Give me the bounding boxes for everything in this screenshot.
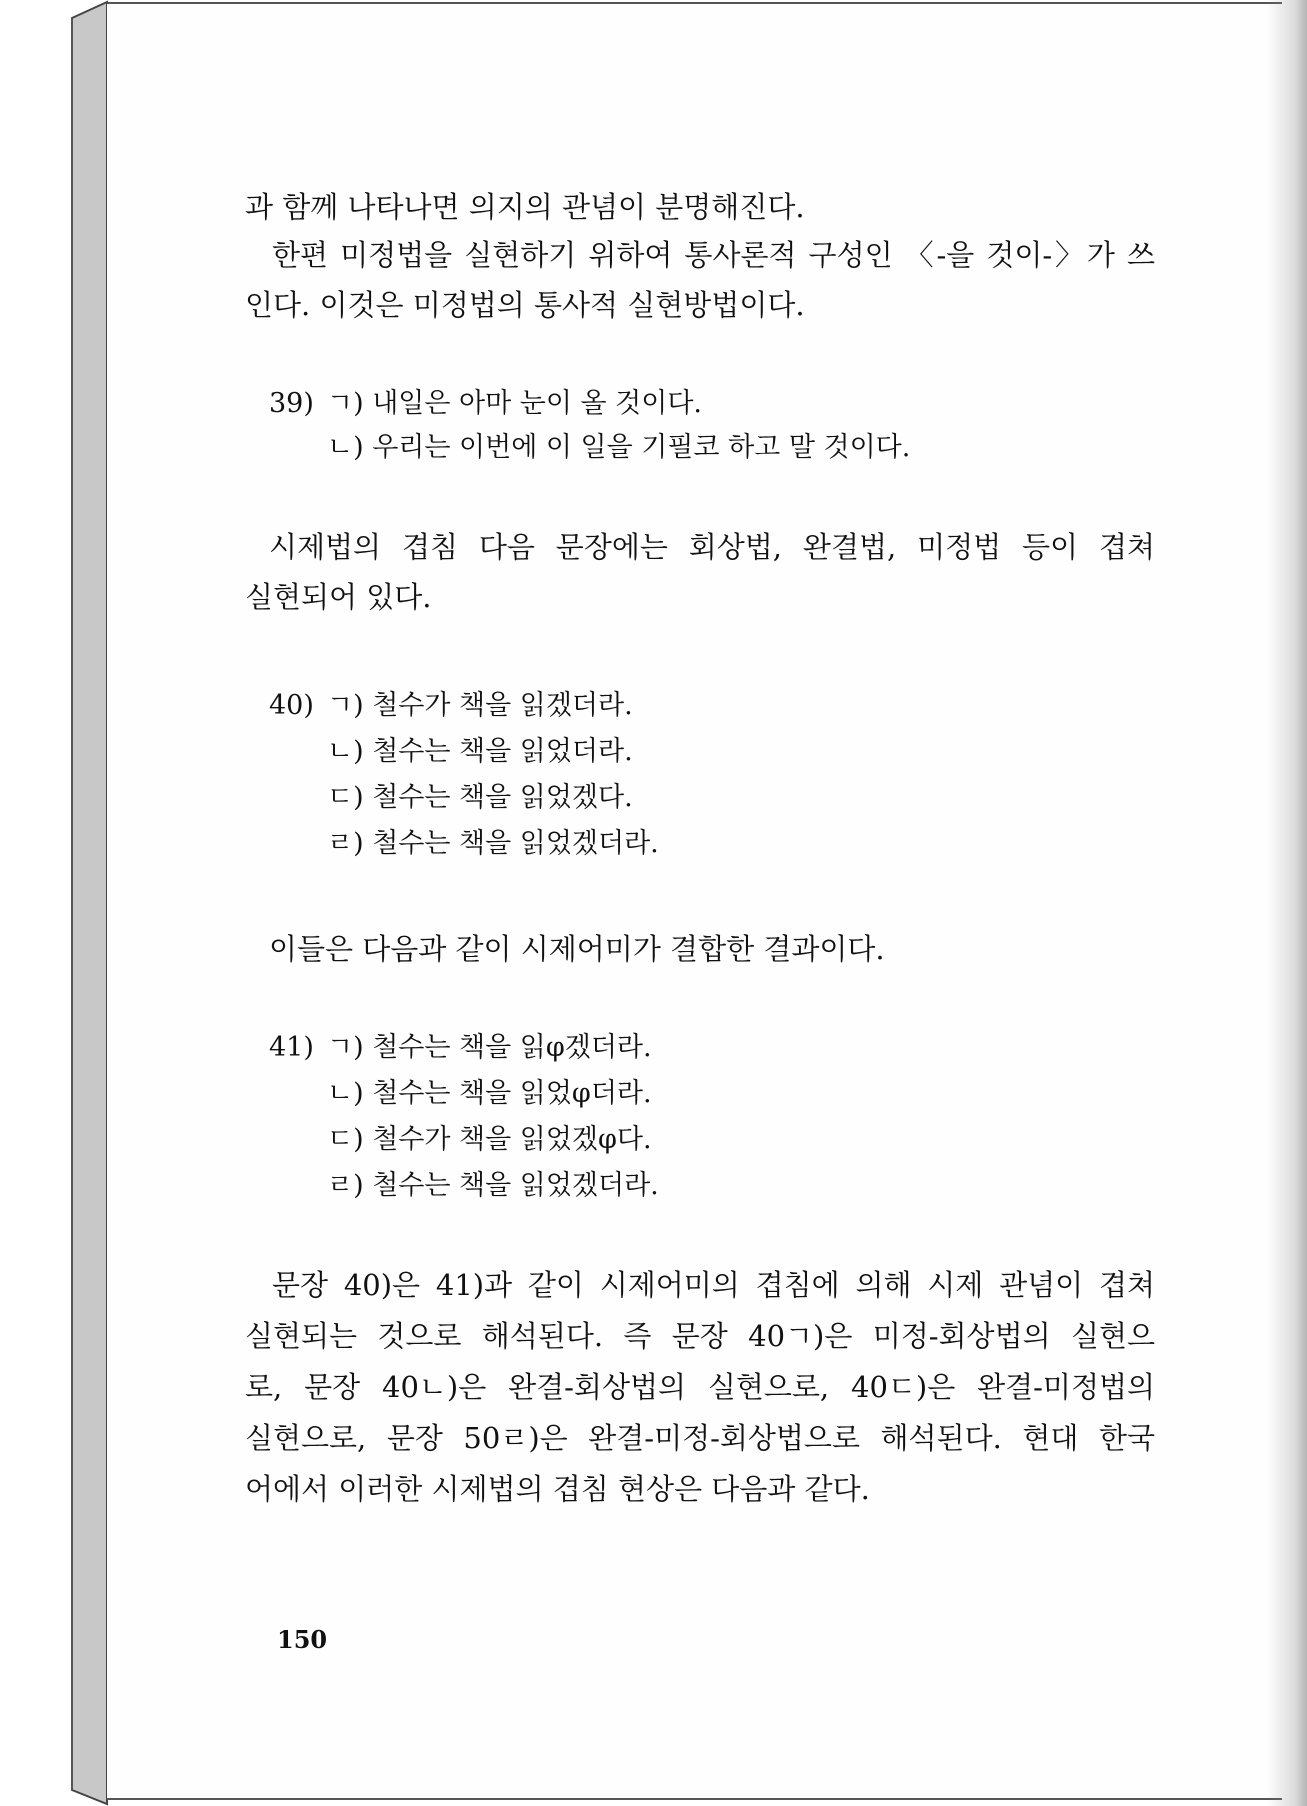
example-item: ㄱ) 내일은 아마 눈이 올 것이다.	[327, 388, 703, 419]
paragraph-line: 실현으로, 문장 50ㄹ)은 완결-미정-회상법으로 해석된다. 현대 한국	[245, 1421, 1155, 1455]
paragraph-line: 로, 문장 40ㄴ)은 완결-회상법의 실현으로, 40ㄷ)은 완결-미정법의	[245, 1370, 1155, 1404]
example-number: 39)	[269, 388, 314, 419]
paragraph-line: 실현되어 있다.	[245, 580, 432, 614]
paragraph-line: 실현되는 것으로 해석된다. 즉 문장 40ㄱ)은 미정-회상법의 실현으	[245, 1319, 1155, 1353]
example-number: 41)	[269, 1032, 314, 1063]
example-item: ㄴ) 철수는 책을 읽었φ더라.	[327, 1078, 652, 1109]
paragraph-line: 인다. 이것은 미정법의 통사적 실현방법이다.	[245, 288, 805, 322]
book-spine	[0, 0, 110, 1806]
example-item: ㄹ) 철수는 책을 읽었겠더라.	[327, 1170, 659, 1201]
paragraph-line: 어에서 이러한 시제법의 겹침 현상은 다음과 같다.	[245, 1472, 870, 1506]
paragraph-line: 문장 40)은 41)과 같이 시제어미의 겹침에 의해 시제 관념이 겹쳐	[272, 1268, 1155, 1302]
example-item: ㄷ) 철수는 책을 읽었겠다.	[327, 782, 633, 813]
example-item: ㄱ) 철수는 책을 읽φ겠더라.	[327, 1032, 652, 1063]
paragraph-line: 과 함께 나타나면 의지의 관념이 분명해진다.	[245, 190, 805, 224]
page-number: 150	[277, 1625, 328, 1654]
paragraph-line: 시제법의 겹침 다음 문장에는 회상법, 완결법, 미정법 등이 겹쳐	[269, 530, 1155, 564]
paragraph-line: 이들은 다음과 같이 시제어미가 결합한 결과이다.	[269, 932, 885, 966]
example-number: 40)	[269, 690, 314, 721]
example-item: ㄱ) 철수가 책을 읽겠더라.	[327, 690, 633, 721]
example-item: ㄴ) 철수는 책을 읽었더라.	[327, 736, 633, 767]
example-item: ㄷ) 철수가 책을 읽었겠φ다.	[327, 1124, 652, 1155]
page-edge-shadow	[1267, 0, 1307, 1806]
example-item: ㄴ) 우리는 이번에 이 일을 기필코 하고 말 것이다.	[327, 432, 911, 463]
example-item: ㄹ) 철수는 책을 읽었겠더라.	[327, 828, 659, 859]
paragraph-line: 한편 미정법을 실현하기 위하여 통사론적 구성인 〈-을 것이-〉가 쓰	[272, 238, 1155, 272]
